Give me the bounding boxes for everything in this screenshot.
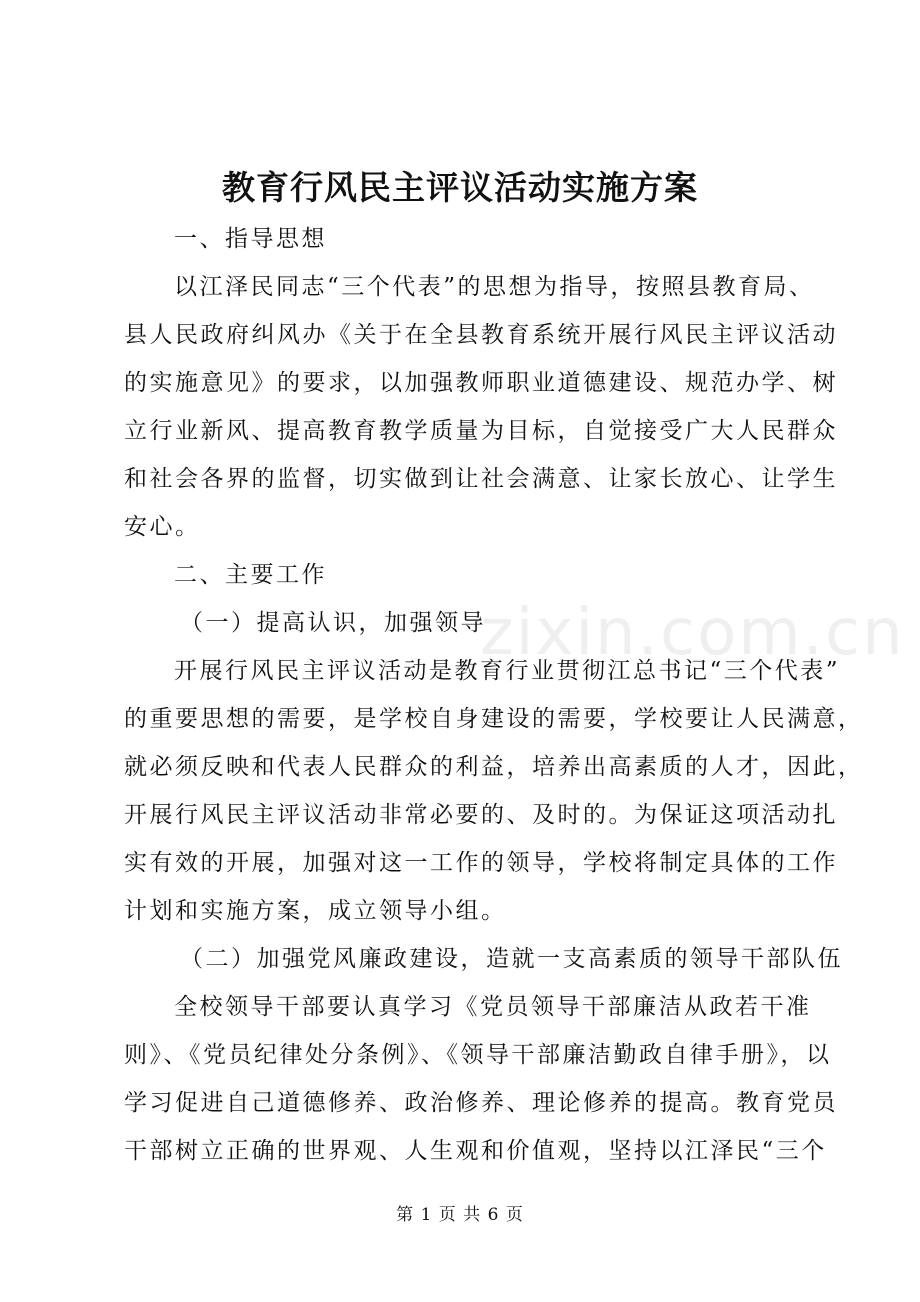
paragraph-line: 的重要思想的需要，是学校自身建设的需要，学校要让人民满意， <box>124 706 864 732</box>
paragraph-line: 和社会各界的监督，切实做到让社会满意、让家长放心、让学生 <box>124 466 838 492</box>
document-title: 教育行风民主评议活动实施方案 <box>222 168 698 207</box>
watermark: zixin.com.cn <box>480 596 905 670</box>
paragraph-line: 实有效的开展，加强对这一工作的领导，学校将制定具体的工作 <box>124 850 838 876</box>
paragraph-line: 的实施意见》的要求，以加强教师职业道德建设、规范办学、树 <box>124 370 838 396</box>
paragraph-line: 则》、《党员纪律处分条例》、《领导干部廉洁勤政自律手册》，以 <box>124 1042 832 1068</box>
paragraph-line: 干部树立正确的世界观、人生观和价值观，坚持以江泽民“三个 <box>124 1138 827 1164</box>
paragraph-line: 开展行风民主评议活动是教育行业贯彻江总书记“三个代表” <box>174 658 841 684</box>
paragraph-line: 立行业新风、提高教育教学质量为目标，自觉接受广大人民群众 <box>124 418 838 444</box>
page-footer: 第 1 页 共 6 页 <box>396 1205 524 1225</box>
paragraph-line: 安心。 <box>124 514 201 540</box>
paragraph-line: 学习促进自己道德修养、政治修养、理论修养的提高。教育党员 <box>124 1090 838 1116</box>
subsection-heading-2: （二）加强党风廉政建设，造就一支高素质的领导干部队伍 <box>180 946 843 972</box>
paragraph-line: 开展行风民主评议活动非常必要的、及时的。为保证这项活动扎 <box>124 802 838 828</box>
paragraph-line: 县人民政府纠风办《关于在全县教育系统开展行风民主评议活动 <box>124 322 838 348</box>
paragraph-line: 计划和实施方案，成立领导小组。 <box>124 898 507 924</box>
section-heading-2: 二、主要工作 <box>174 562 327 588</box>
section-heading-1: 一、指导思想 <box>174 226 327 252</box>
paragraph-line: 就必须反映和代表人民群众的利益，培养出高素质的人才，因此， <box>124 754 864 780</box>
paragraph-line: 全校领导干部要认真学习《党员领导干部廉洁从政若干准 <box>174 994 812 1020</box>
paragraph-line: 以江泽民同志“三个代表”的思想为指导，按照县教育局、 <box>174 274 815 300</box>
subsection-heading-1: （一）提高认识，加强领导 <box>180 610 486 636</box>
